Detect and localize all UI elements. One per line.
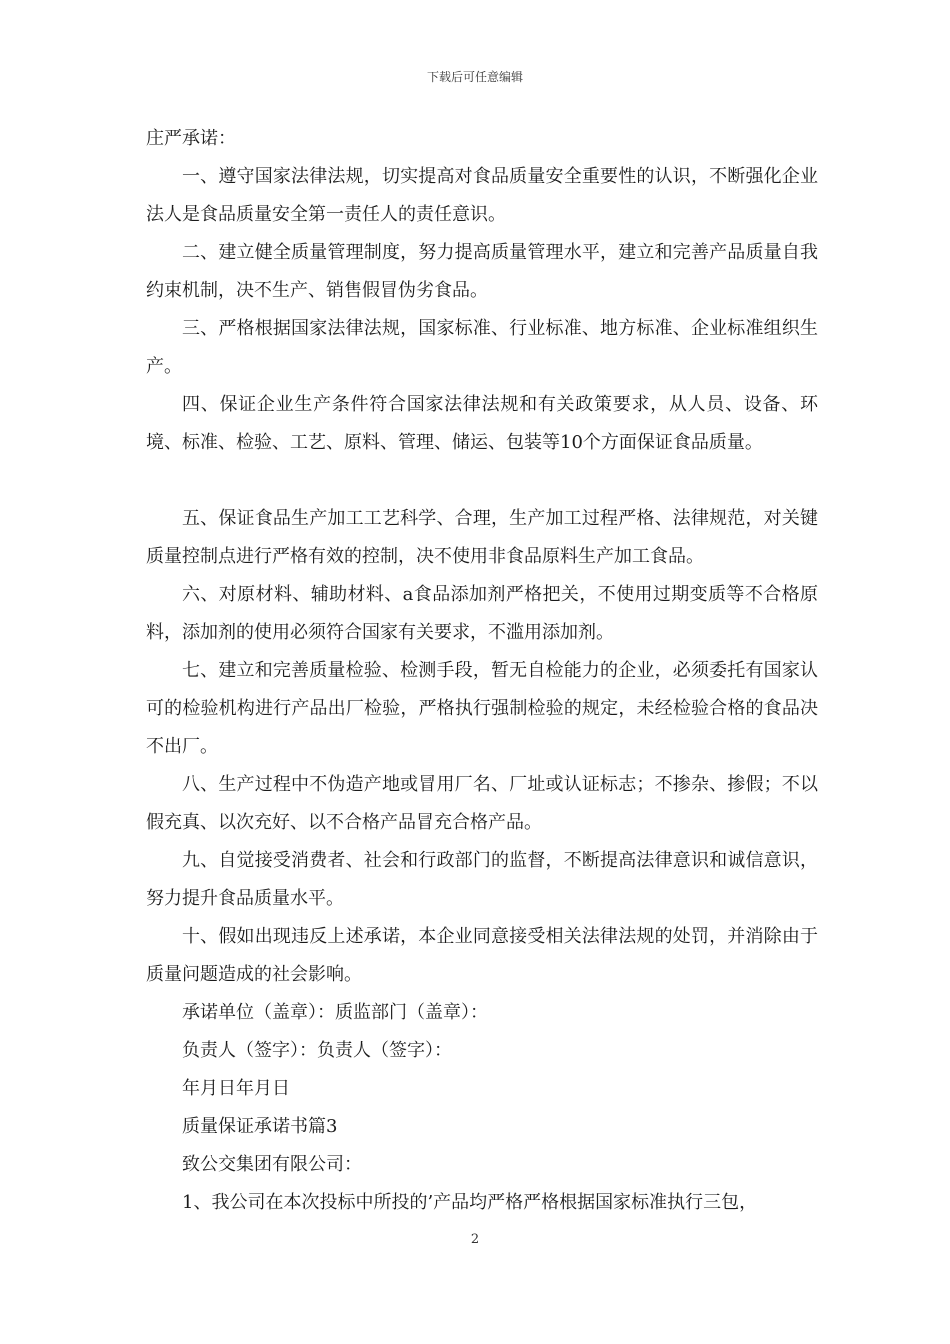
page-header: 下载后可任意编辑 (426, 70, 523, 84)
clause-1: 1、我公司在本次投标中所投的’产品均严格严格根据国家标准执行三包， (182, 1192, 758, 1213)
pledge-item-4: 四、保证企业生产条件符合国家法律法规和有关政策要求，从人员、设备、环境、标准、检验、工艺、原料、管理、储运、包装等10个方面保证食品质量。 (146, 394, 818, 453)
pledge-item-5: 五、保证食品生产加工工艺科学、合理，生产加工过程严格、法律规范，对关键质量控制点进行严格有效的控制，决不使用非食品原料生产加工食品。 (146, 508, 818, 567)
document-body (146, 120, 818, 1222)
pledge-item-6: 六、对原材料、辅助材料、a食品添加剂严格把关，不使用过期变质等不合格原料，添加剂的使用必须符合国家有关要求，不滥用添加剂。 (146, 584, 818, 643)
section-title: 质量保证承诺书篇3 (182, 1116, 338, 1137)
pledge-item-7: 七、建立和完善质量检验、检测手段，暂无自检能力的企业，必须委托有国家认可的检验机构进行产品出厂检验，严格执行强制检验的规定，未经检验合格的食品决不出厂。 (146, 660, 818, 757)
signature-person-line: 负责人（签字）：负责人（签字）： (182, 1040, 452, 1061)
pledge-item-8: 八、生产过程中不伪造产地或冒用厂名、厂址或认证标志；不掺杂、掺假；不以假充真、以次充好、以不合格产品冒充合格产品。 (146, 774, 818, 833)
pledge-item-3: 三、严格根据国家法律法规，国家标准、行业标准、地方标准、企业标准组织生产。 (146, 318, 818, 377)
signature-unit-line: 承诺单位（盖章）：质监部门（盖章）： (182, 1002, 488, 1023)
pledge-item-10: 十、假如出现违反上述承诺，本企业同意接受相关法律法规的处罚，并消除由于质量问题造成的社会影响。 (146, 926, 818, 985)
pledge-item-2: 二、建立健全质量管理制度，努力提高质量管理水平，建立和完善产品质量自我约束机制，决不生产、销售假冒伪劣食品。 (146, 242, 818, 301)
addressee-line: 致公交集团有限公司： (182, 1154, 362, 1175)
page-number: 2 (470, 1232, 480, 1247)
intro-line: 庄严承诺： (146, 128, 236, 149)
pledge-item-9: 九、自觉接受消费者、社会和行政部门的监督，不断提高法律意识和诚信意识，努力提升食品质量水平。 (146, 850, 818, 909)
pledge-item-1: 一、遵守国家法律法规，切实提高对食品质量安全重要性的认识，不断强化企业法人是食品质量安全第一责任人的责任意识。 (146, 166, 818, 225)
paragraph-gap (146, 462, 818, 500)
signature-date-line: 年月日年月日 (182, 1078, 290, 1099)
